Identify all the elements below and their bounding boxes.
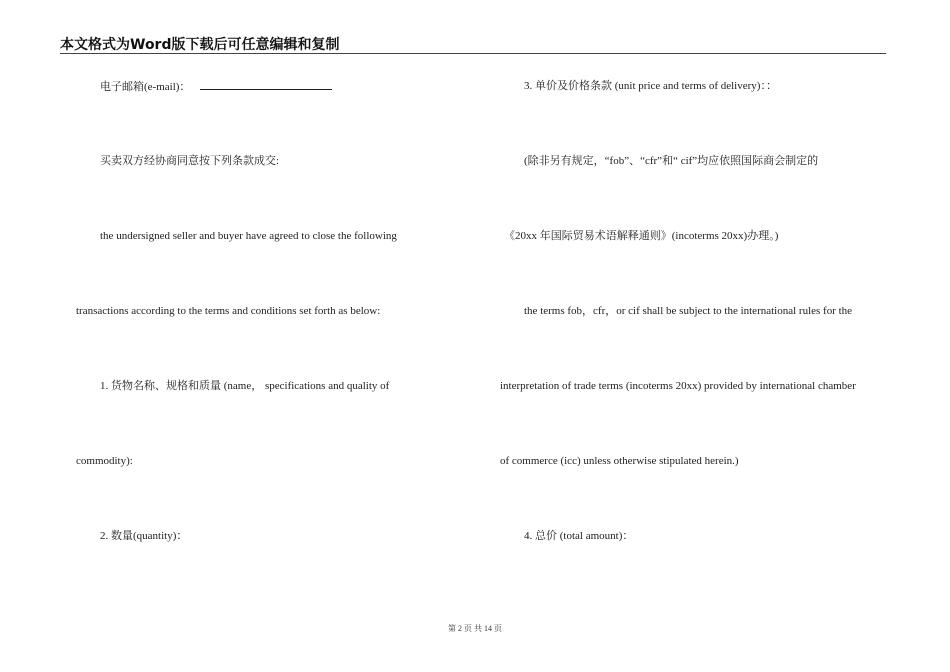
left-paragraph-line: 买卖双方经协商同意按下列条款成交: [100,155,280,167]
email-line [100,79,332,94]
email-label: 电子邮箱(e-mail)： [100,81,191,93]
right-paragraph-line: (除非另有规定，“fob”、“cfr”和“ cif”均应依照国际商会制定的 [524,155,819,167]
right-paragraph-line: of commerce (icc) unless otherwise stipulated herein.) [500,455,739,467]
left-paragraph-line: 1. 货物名称、规格和质量 (name， specifications and quality of [100,380,390,392]
document-header-title: 本文格式为Word版下载后可任意编辑和复制 [60,37,340,53]
right-paragraph-line: 3. 单价及价格条款 (unit price and terms of delivery)：： [524,80,777,92]
left-paragraph-line: the undersigned seller and buyer have agreed to close the following [100,230,397,242]
right-paragraph-line: the terms fob，cfr，or cif shall be subject to the international rules for the [524,305,853,317]
left-paragraph-line: commodity): [76,455,133,467]
left-paragraph-line: 2. 数量(quantity)： [100,530,188,542]
header-divider [60,53,886,54]
email-blank-field [200,79,332,90]
right-paragraph-line: interpretation of trade terms (incoterms 20xx) provided by international chamber [500,380,856,392]
page-number-footer: 第 2 页 共 14 页 [448,624,502,633]
right-paragraph-line: 《20xx 年国际贸易术语解释通则》(incoterms 20xx)办理。) [504,230,779,242]
left-paragraph-line: transactions according to the terms and conditions set forth as below: [76,305,381,317]
right-paragraph-line: 4. 总价 (total amount)： [524,530,634,542]
